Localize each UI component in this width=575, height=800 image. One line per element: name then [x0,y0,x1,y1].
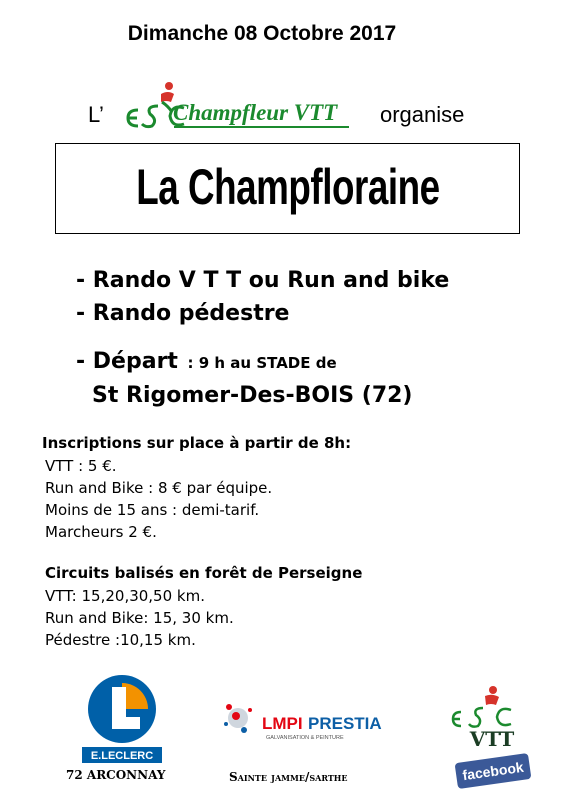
departure-location: St Rigomer-Des-BOIS (72) [92,383,413,408]
price-line: VTT : 5 €. [45,457,117,475]
lmpi-name-part2: PRESTIA [308,714,382,733]
club-vtt-logo [447,684,537,754]
inscriptions-title: Inscriptions sur place à partir de 8h: [42,434,352,452]
club-line [0,80,575,140]
facebook-label: facebook [461,758,525,784]
activity-list [76,264,449,330]
club-vtt-text: VTT [469,727,515,751]
facebook-icon[interactable] [452,752,534,790]
price-line: Moins de 15 ans : demi-tarif. [45,501,260,519]
lmpi-name-part1: LMPI [262,714,303,733]
price-line: Marcheurs 2 €. [45,523,157,541]
inscriptions-list [45,455,272,543]
departure-line [76,349,337,374]
departure-details: : 9 h au STADE de [187,354,337,372]
activity-item: - Rando pédestre [76,301,290,326]
club-vtt-logo-icon [447,684,537,754]
club-prefix: L’ [88,102,104,127]
leclerc-sponsor [68,673,176,765]
lmpi-sponsor [222,700,397,750]
circuit-line: Pédestre :10,15 km. [45,631,196,649]
facebook-link[interactable] [452,752,534,790]
event-date: Dimanche 08 Octobre 2017 [127,22,397,45]
lmpi-logo-icon [222,700,397,750]
leclerc-logo-text: E.LECLERC [90,750,154,762]
activity-item: - Rando V T T ou Run and bike [76,268,450,293]
event-title-box [55,143,520,234]
lmpi-tagline: GALVANISATION & PEINTURE [266,735,344,741]
circuits-list [45,585,234,651]
departure-label: - Départ [76,349,178,374]
circuit-line: Run and Bike: 15, 30 km. [45,609,234,627]
leclerc-logo-icon [68,673,176,765]
club-suffix: organise [380,102,465,127]
circuits-title: Circuits balisés en forêt de Perseigne [45,564,363,582]
circuit-line: VTT: 15,20,30,50 km. [45,587,205,605]
club-name: Champfleur VTT [173,100,338,125]
leclerc-location: 72 ARCONNAY [66,768,166,782]
event-title: La Champfloraine [135,160,440,216]
lmpi-location: Sainte jamme/sarthe [229,770,348,784]
price-line: Run and Bike : 8 € par équipe. [45,479,273,497]
